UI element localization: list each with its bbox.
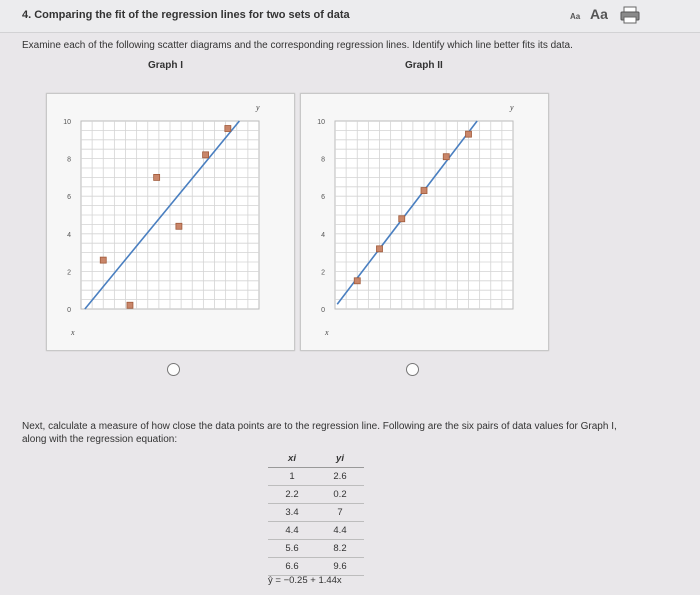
table-row	[268, 468, 364, 486]
y-tick-label: 8	[67, 156, 71, 164]
y-tick-label: 6	[321, 194, 325, 202]
table-header-row	[268, 450, 364, 468]
y-tick-label: 0	[321, 307, 325, 314]
y-cell: 0.2	[316, 486, 364, 504]
x-axis-label: x	[71, 328, 75, 337]
data-point	[203, 152, 209, 158]
x-cell: 3.4	[268, 504, 316, 522]
regression-equation: ŷ = −0.25 + 1.44x	[268, 575, 342, 586]
x-cell: 4.4	[268, 522, 316, 540]
y-cell: 8.2	[316, 540, 364, 558]
data-point	[127, 302, 133, 308]
column-header-x: xi	[268, 450, 316, 468]
data-table	[268, 450, 364, 576]
data-point	[225, 126, 231, 132]
graph-2-chart	[301, 94, 548, 350]
data-point	[354, 278, 360, 284]
decrease-font-button[interactable]: Aa	[570, 12, 581, 21]
table-row	[268, 504, 364, 522]
x-cell: 6.6	[268, 558, 316, 576]
graph-2-panel	[300, 93, 549, 351]
x-cell: 2.2	[268, 486, 316, 504]
data-point	[466, 131, 472, 137]
data-point	[176, 223, 182, 229]
y-tick-label: 8	[321, 156, 325, 164]
data-point	[100, 257, 106, 263]
data-point	[154, 174, 160, 180]
x-axis-label: x	[325, 328, 329, 337]
y-tick-label: 4	[67, 231, 71, 239]
next-instructions-text: Next, calculate a measure of how close the data points are to the regression line. Following are the six pairs of data values for Graph I, along with the regression equation:	[22, 421, 617, 445]
y-tick-label: 2	[321, 269, 325, 277]
data-point	[377, 246, 383, 252]
y-tick-label: 0	[67, 307, 71, 314]
graph-1-label: Graph I	[148, 60, 184, 71]
column-header-y: yi	[316, 450, 364, 468]
graph-2-label: Graph II	[405, 60, 443, 71]
instructions-text: Examine each of the following scatter diagrams and the corresponding regression lines. Identify which line better fits its data.	[22, 40, 573, 51]
table-row	[268, 486, 364, 504]
graph-1-panel	[46, 93, 295, 351]
y-axis-label: y	[256, 103, 260, 112]
data-point	[443, 154, 449, 160]
y-tick-label: 6	[67, 194, 71, 202]
question-title: 4. Comparing the fit of the regression lines for two sets of data	[22, 9, 350, 21]
y-tick-label: 10	[63, 119, 71, 126]
table-row	[268, 522, 364, 540]
x-cell: 5.6	[268, 540, 316, 558]
x-cell: 1	[268, 468, 316, 486]
y-tick-label: 2	[67, 269, 71, 277]
y-cell: 9.6	[316, 558, 364, 576]
question-header	[0, 0, 700, 33]
graph-1-chart	[47, 94, 294, 350]
increase-font-button[interactable]: Aa	[590, 6, 608, 22]
y-tick-label: 10	[317, 119, 325, 126]
table-row	[268, 540, 364, 558]
y-cell: 4.4	[316, 522, 364, 540]
y-tick-label: 4	[321, 231, 325, 239]
data-point	[421, 188, 427, 194]
y-axis-label: y	[510, 103, 514, 112]
table-row	[268, 558, 364, 576]
y-cell: 2.6	[316, 468, 364, 486]
printer-icon[interactable]	[620, 6, 640, 24]
data-point	[399, 216, 405, 222]
y-cell: 7	[316, 504, 364, 522]
graph-1-radio[interactable]	[167, 363, 180, 376]
graph-2-radio[interactable]	[406, 363, 419, 376]
